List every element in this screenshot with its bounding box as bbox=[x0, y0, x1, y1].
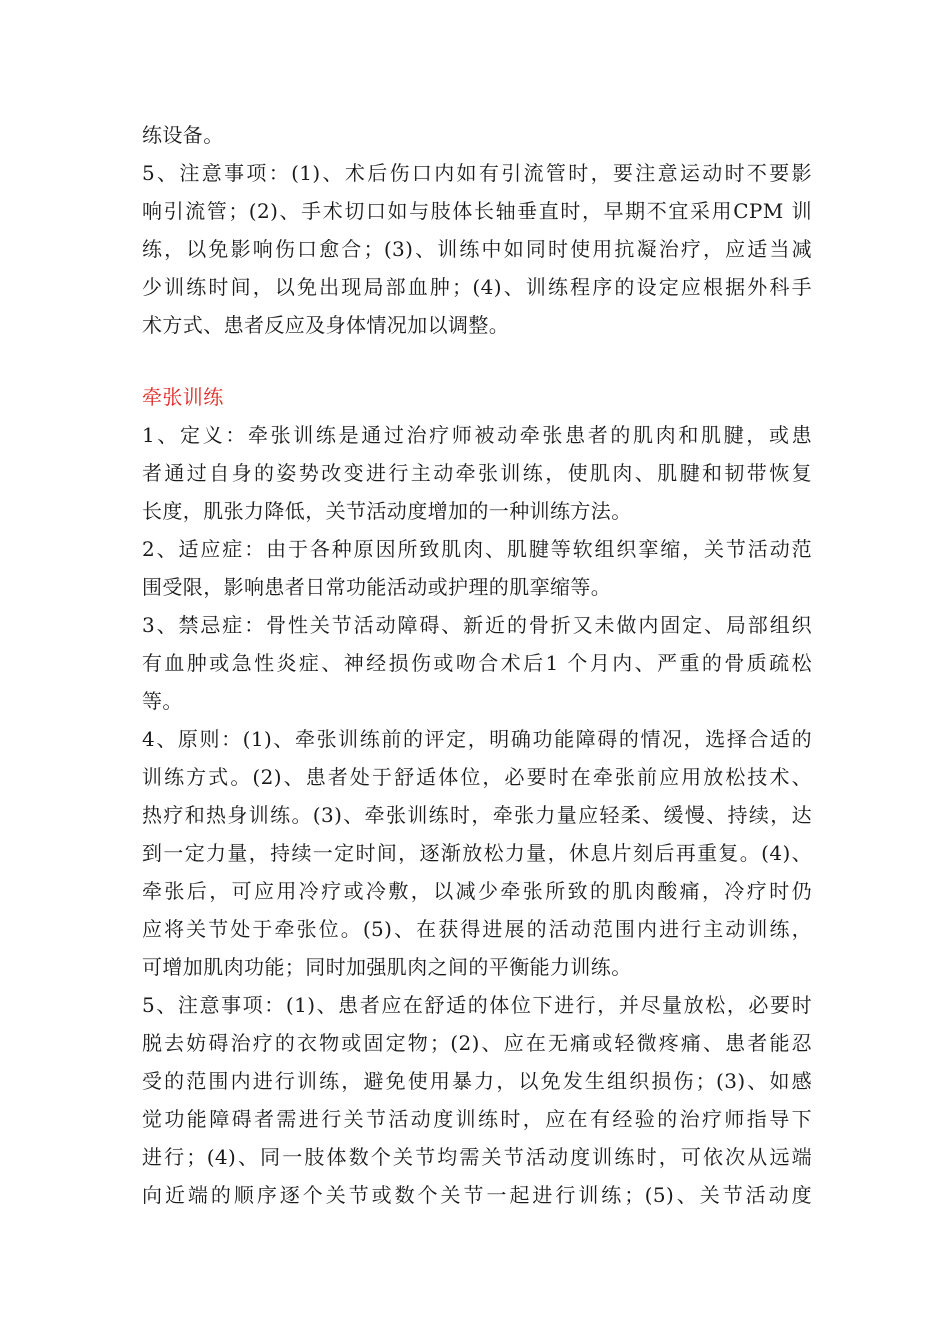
text-line: 练，以免影响伤口愈合；(3)、训练中如同时使用抗凝治疗，应适当减 bbox=[142, 237, 812, 261]
text-line: 少训练时间，以免出现局部血肿；(4)、训练程序的设定应根据外科手 bbox=[142, 275, 812, 299]
text-line: 训练方式。(2)、患者处于舒适体位，必要时在牵张前应用放松技术、 bbox=[142, 765, 812, 789]
text-line: 进行；(4)、同一肢体数个关节均需关节活动度训练时，可依次从远端 bbox=[142, 1145, 812, 1169]
text-line: 等。 bbox=[142, 689, 183, 713]
text-line: 牵张后，可应用冷疗或冷敷，以减少牵张所致的肌肉酸痛，冷疗时仍 bbox=[142, 879, 812, 903]
section-heading: 牵张训练 bbox=[142, 385, 224, 409]
text-line: 到一定力量，持续一定时间，逐渐放松力量，休息片刻后再重复。(4)、 bbox=[142, 841, 812, 865]
text-line: 5、注意事项：(1)、术后伤口内如有引流管时，要注意运动时不要影 bbox=[142, 161, 812, 185]
text-line: 练设备。 bbox=[142, 123, 224, 147]
text-line: 5、注意事项：(1)、患者应在舒适的体位下进行，并尽量放松，必要时 bbox=[142, 993, 812, 1017]
text-line: 术方式、患者反应及身体情况加以调整。 bbox=[142, 313, 510, 337]
text-line: 2、适应症：由于各种原因所致肌肉、肌腱等软组织挛缩，关节活动范 bbox=[142, 537, 812, 561]
document-page bbox=[142, 116, 812, 1214]
section-gap bbox=[142, 344, 812, 378]
text-line: 受的范围内进行训练，避免使用暴力，以免发生组织损伤；(3)、如感 bbox=[142, 1069, 812, 1093]
text-line: 应将关节处于牵张位。(5)、在获得进展的活动范围内进行主动训练， bbox=[142, 917, 812, 941]
text-line: 4、原则：(1)、牵张训练前的评定，明确功能障碍的情况，选择合适的 bbox=[142, 727, 812, 751]
text-line: 围受限，影响患者日常功能活动或护理的肌挛缩等。 bbox=[142, 575, 612, 599]
text-line: 觉功能障碍者需进行关节活动度训练时，应在有经验的治疗师指导下 bbox=[142, 1107, 812, 1131]
text-line: 有血肿或急性炎症、神经损伤或吻合术后1 个月内、严重的骨质疏松 bbox=[142, 651, 812, 675]
text-line: 脱去妨碍治疗的衣物或固定物；(2)、应在无痛或轻微疼痛、患者能忍 bbox=[142, 1031, 812, 1055]
text-line: 向近端的顺序逐个关节或数个关节一起进行训练；(5)、关节活动度 bbox=[142, 1183, 812, 1207]
text-line: 热疗和热身训练。(3)、牵张训练时，牵张力量应轻柔、缓慢、持续，达 bbox=[142, 803, 812, 827]
text-line: 者通过自身的姿势改变进行主动牵张训练，使肌肉、肌腱和韧带恢复 bbox=[142, 461, 812, 485]
text-line: 1、定义：牵张训练是通过治疗师被动牵张患者的肌肉和肌腱，或患 bbox=[142, 423, 812, 447]
text-line: 长度，肌张力降低，关节活动度增加的一种训练方法。 bbox=[142, 499, 632, 523]
text-line: 3、禁忌症：骨性关节活动障碍、新近的骨折又未做内固定、局部组织 bbox=[142, 613, 812, 637]
text-line: 响引流管；(2)、手术切口如与肢体长轴垂直时，早期不宜采用CPM 训 bbox=[142, 199, 812, 223]
text-line: 可增加肌肉功能；同时加强肌肉之间的平衡能力训练。 bbox=[142, 955, 632, 979]
